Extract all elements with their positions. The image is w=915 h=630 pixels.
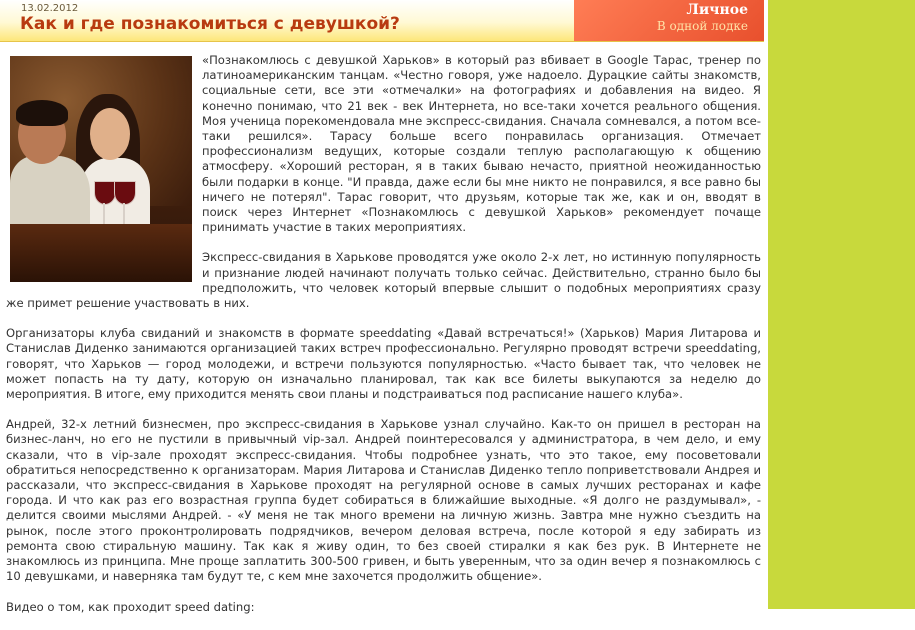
subcategory-label[interactable]: В одной лодке bbox=[656, 19, 748, 33]
article-paragraph-1: «Познакомлюсь с девушкой Харьков» в который раз вбивает в Google Тарас, тренер по латиноамериканским танцам. «Честно говоря, уже надоело. Дурацкие сайты знакомств, социальные сети, все эти «отмечалки» на фотографиях и добавления на видео. Я конечно понимаю, что 21 век - век Интернета, но все-таки хочется реального общения. Моя ученица порекомендовала мне экспресс-свидания. Сначала сомневался, а потом все-таки решился». Тарасу больше всего понравилась организация. Отмечает профессионализм ведущих, которые создали теплую располагающую к общению атмосферу. «Хороший ресторан, я в таких бываю нечасто, приятной неожиданностью были подарки в конце. "И правда, даже если бы мне никто не понравился, я все равно бы ничего не потерял". Тарас говорит, что друзьям, которые так же, как и он, вводят в поиск через Интернет «Познакомлюсь с девушкой Харьков» рекомендует почаще принимать участие в таких мероприятиях. bbox=[202, 53, 761, 235]
article-paragraph-3: Организаторы клуба свиданий и знакомств в формате speeddating «Давай встречаться!» (Харьков) Мария Литарова и Станислав Диденко занимаются организацией таких встреч профессионально. Регулярно проводят встречи speeddating, говорят, что Харьков — город молодежи, и встречи пользуются популярностью. «Часто бывает так, что человек не может попасть на ту дату, которую он изначально планировал, так как все билеты выкупаются за неделю до мероприятия. В итоге, ему приходится менять свои планы и подстраиваться под расписание нашего клуба». bbox=[6, 326, 761, 402]
article-date: 13.02.2012 bbox=[21, 3, 79, 14]
category-label[interactable]: Личное bbox=[686, 2, 748, 18]
article-header bbox=[0, 0, 764, 42]
article-title[interactable]: Как и где познакомиться с девушкой? bbox=[20, 14, 400, 34]
article-body bbox=[6, 53, 761, 630]
right-sidebar-background bbox=[768, 0, 915, 609]
category-banner[interactable] bbox=[574, 0, 764, 41]
article-photo-couple bbox=[10, 56, 192, 282]
article-paragraph-4: Андрей, 32-х летний бизнесмен, про экспресс-свидания в Харькове узнал случайно. Как-то он пришел в ресторан на бизнес-ланч, но его не пустили в привычный vip-зал. Андрей поинтересовался у администратора, в чем дело, и ему сказали, что в vip-зале проходят экспресс-свидания. Чтобы подробнее узнать, что это такое, ему посоветовали обратиться непосредственно к организаторам. Мария Литарова и Станислав Диденко тепло поприветствовали Андрея и рассказали, что экспресс-свидания в Харькове проходят на регулярной основе в самых лучших ресторанах и кафе города. И что как раз его возрастная группа будет собираться в ближайшие выходные. «Я долго не раздумывал», - делится своими мыслями Андрей. - «У меня не так много времени на личную жизнь. Завтра мне нужно съездить на рынок, после этого проконтролировать подрядчиков, вечером деловая встреча, после которой я еду забирать из ремонта свою стиральную машину. Так как я живу один, то без своей стиралки я как без рук. В Интернете не знакомлюсь из принципа. Мне проще заплатить 300-500 гривен, и быть уверенным, что за один вечер я познакомлюсь с 10 девушками, и наверняка там будут те, с кем мне захочется продолжить общение». bbox=[6, 417, 761, 584]
article-paragraph-5: Видео о том, как проходит speed dating: bbox=[6, 599, 255, 614]
article-paragraph-2: Экспресс-свидания в Харькове проводятся уже около 2-х лет, но истинную популярность и признание людей начинают получать только сейчас. Действительно, странно было бы предположить, что человек который впервые слышит о подобных мероприятиях сразу же примет решение участвовать в них. bbox=[6, 250, 761, 311]
